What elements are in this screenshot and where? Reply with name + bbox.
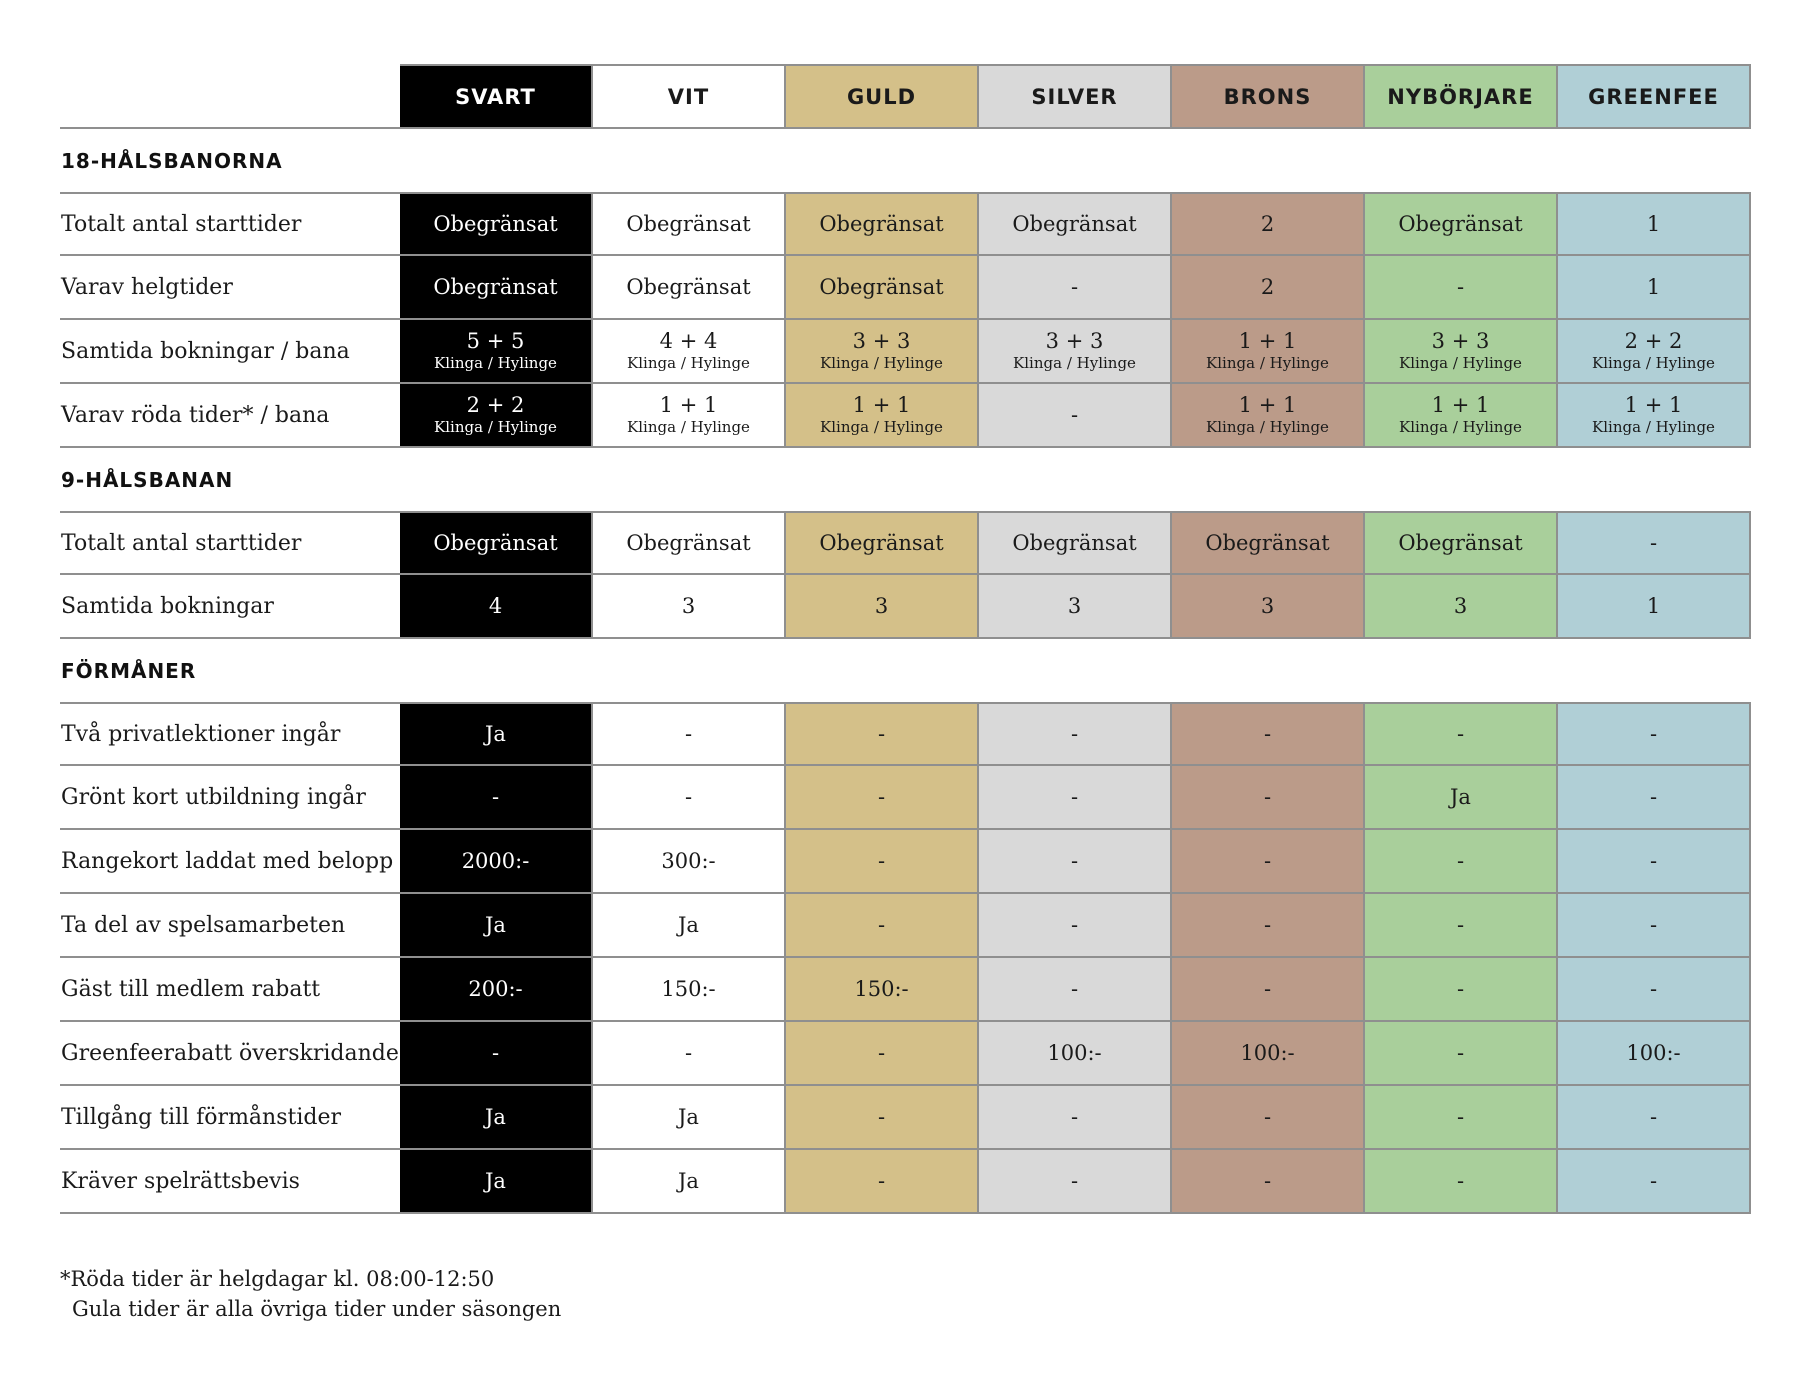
table-cell	[786, 1086, 979, 1148]
cell-value: Obegränsat	[433, 274, 558, 299]
table-cell	[1558, 194, 1751, 254]
cell-value: -	[1649, 1168, 1658, 1193]
table-cell	[1172, 894, 1365, 956]
table-cell	[1558, 958, 1751, 1020]
table-cell	[593, 766, 786, 828]
table-cell	[593, 1022, 786, 1084]
table-cell	[786, 194, 979, 254]
cell-value: 2 + 2	[466, 392, 525, 417]
table-cell	[400, 894, 593, 956]
table-cell	[786, 958, 979, 1020]
table-cell	[786, 894, 979, 956]
cell-value: Ja	[678, 912, 699, 937]
table-cell	[786, 766, 979, 828]
table-row	[60, 830, 1751, 894]
cell-value: 5 + 5	[466, 328, 525, 353]
cell-value: 2 + 2	[1624, 328, 1683, 353]
cell-value: 150:-	[661, 976, 716, 1001]
table-row	[60, 894, 1751, 958]
cell-value: -	[1456, 1040, 1465, 1065]
cell-value: Ja	[1450, 784, 1471, 809]
cell-value: -	[1070, 402, 1079, 427]
cell-subtext: Klinga / Hylinge	[820, 354, 943, 373]
table-cell	[979, 766, 1172, 828]
table-row	[60, 511, 1751, 575]
table-cell	[400, 320, 593, 382]
table-cell	[1172, 194, 1365, 254]
cell-value: Ja	[485, 1168, 506, 1193]
cell-value: -	[877, 912, 886, 937]
table-cell	[400, 1022, 593, 1084]
table-cell	[1558, 1086, 1751, 1148]
table-cell	[1365, 830, 1558, 892]
cell-value: 3	[1067, 593, 1082, 618]
cell-value: -	[1070, 912, 1079, 937]
table-row	[60, 766, 1751, 830]
cell-value: -	[1649, 784, 1658, 809]
table-cell	[400, 384, 593, 446]
table-cell	[1558, 575, 1751, 637]
cell-value: 3	[1453, 593, 1468, 618]
table-cell	[1558, 1022, 1751, 1084]
cell-value: 1 + 1	[1238, 392, 1297, 417]
cell-value: -	[1456, 976, 1465, 1001]
table-cell	[979, 513, 1172, 573]
table-cell	[1172, 256, 1365, 318]
cell-value: Obegränsat	[1398, 211, 1523, 236]
cell-subtext: Klinga / Hylinge	[1399, 354, 1522, 373]
cell-value: -	[877, 848, 886, 873]
table-cell	[979, 256, 1172, 318]
table-cell	[1365, 575, 1558, 637]
table-cell	[1558, 1150, 1751, 1212]
table-cell	[1558, 894, 1751, 956]
table-cell	[1172, 704, 1365, 764]
cell-value: 100:-	[1626, 1040, 1681, 1065]
table-cell	[593, 256, 786, 318]
cell-value: 4	[488, 593, 503, 618]
cell-value: -	[1263, 976, 1272, 1001]
row-label: Tillgång till förmånstider	[61, 1104, 342, 1130]
column-header-vit: VIT	[593, 64, 786, 127]
column-header-guld: GULD	[786, 64, 979, 127]
table-cell	[1172, 513, 1365, 573]
row-label: Samtida bokningar	[61, 593, 274, 619]
cell-value: 2	[1260, 211, 1275, 236]
cell-value: 1 + 1	[852, 392, 911, 417]
cell-subtext: Klinga / Hylinge	[1399, 418, 1522, 437]
table-cell	[593, 830, 786, 892]
table-row	[60, 575, 1751, 639]
row-label: Kräver spelrättsbevis	[61, 1168, 300, 1194]
cell-value: Ja	[485, 1104, 506, 1129]
cell-value: -	[877, 1168, 886, 1193]
table-cell	[400, 1150, 593, 1212]
table-row	[60, 702, 1751, 766]
table-row	[60, 384, 1751, 448]
row-label: Ta del av spelsamarbeten	[61, 912, 346, 938]
table-cell	[1172, 384, 1365, 446]
cell-value: -	[1070, 1168, 1079, 1193]
cell-value: Obegränsat	[819, 274, 944, 299]
table-cell	[1172, 958, 1365, 1020]
cell-value: 3	[874, 593, 889, 618]
table-cell	[979, 1086, 1172, 1148]
table-cell	[979, 320, 1172, 382]
cell-value: -	[877, 1104, 886, 1129]
cell-value: Obegränsat	[626, 274, 751, 299]
table-cell	[400, 513, 593, 573]
table-cell	[786, 1150, 979, 1212]
footnote-line-1: *Röda tider är helgdagar kl. 08:00-12:50	[60, 1267, 495, 1291]
table-cell	[979, 384, 1172, 446]
row-label: Varav helgtider	[61, 274, 233, 300]
table-cell	[786, 320, 979, 382]
cell-value: 300:-	[661, 848, 716, 873]
table-cell	[979, 575, 1172, 637]
cell-subtext: Klinga / Hylinge	[1592, 354, 1715, 373]
cell-value: Ja	[485, 721, 506, 746]
table-cell	[400, 1086, 593, 1148]
table-cell	[786, 575, 979, 637]
cell-value: 1	[1646, 274, 1661, 299]
cell-subtext: Klinga / Hylinge	[627, 354, 750, 373]
cell-value: -	[1456, 1168, 1465, 1193]
cell-value: 200:-	[468, 976, 523, 1001]
table-cell	[593, 704, 786, 764]
cell-value: -	[1263, 721, 1272, 746]
table-cell	[593, 575, 786, 637]
cell-value: -	[1456, 721, 1465, 746]
cell-value: -	[684, 1040, 693, 1065]
footnote	[60, 1264, 561, 1324]
cell-value: 1	[1646, 211, 1661, 236]
cell-value: -	[1649, 912, 1658, 937]
cell-value: -	[1649, 721, 1658, 746]
cell-value: -	[1456, 274, 1465, 299]
table-cell	[1365, 894, 1558, 956]
cell-value: Obegränsat	[626, 530, 751, 555]
column-header-silver: SILVER	[979, 64, 1172, 127]
table-cell	[786, 513, 979, 573]
table-cell	[1172, 320, 1365, 382]
cell-value: -	[1456, 1104, 1465, 1129]
column-header-svart: SVART	[400, 64, 593, 127]
cell-value: -	[1263, 1104, 1272, 1129]
table-row	[60, 1022, 1751, 1086]
row-label: Rangekort laddat med belopp	[61, 848, 394, 874]
cell-value: -	[1263, 784, 1272, 809]
cell-subtext: Klinga / Hylinge	[820, 418, 943, 437]
row-label: Greenfeerabatt överskridande	[61, 1040, 399, 1066]
cell-value: -	[1456, 848, 1465, 873]
cell-value: -	[1649, 976, 1658, 1001]
cell-value: -	[1649, 848, 1658, 873]
cell-value: 1	[1646, 593, 1661, 618]
table-cell	[1365, 320, 1558, 382]
table-cell	[1558, 256, 1751, 318]
table-cell	[1558, 320, 1751, 382]
table-cell	[1365, 1022, 1558, 1084]
table-cell	[979, 704, 1172, 764]
cell-value: Obegränsat	[819, 211, 944, 236]
table-cell	[593, 513, 786, 573]
row-label: Varav röda tider* / bana	[61, 402, 330, 428]
table-row	[60, 1150, 1751, 1214]
cell-value: 2000:-	[461, 848, 530, 873]
table-cell	[1558, 766, 1751, 828]
table-cell	[400, 704, 593, 764]
table-cell	[1365, 766, 1558, 828]
table-cell	[786, 830, 979, 892]
table-cell	[1172, 1022, 1365, 1084]
table-cell	[593, 384, 786, 446]
table-cell	[593, 194, 786, 254]
cell-value: 1 + 1	[1624, 392, 1683, 417]
cell-value: 3 + 3	[852, 328, 911, 353]
table-row	[60, 320, 1751, 384]
table-cell	[1172, 1150, 1365, 1212]
table-cell	[979, 194, 1172, 254]
table-row	[60, 1086, 1751, 1150]
table-cell	[1365, 1150, 1558, 1212]
table-cell	[593, 1150, 786, 1212]
table-cell	[593, 1086, 786, 1148]
cell-value: 100:-	[1047, 1040, 1102, 1065]
cell-value: -	[1070, 721, 1079, 746]
cell-subtext: Klinga / Hylinge	[1206, 418, 1329, 437]
table-body	[60, 129, 1751, 1214]
table-cell	[1172, 575, 1365, 637]
cell-subtext: Klinga / Hylinge	[1206, 354, 1329, 373]
cell-value: 2	[1260, 274, 1275, 299]
cell-value: -	[1070, 784, 1079, 809]
table-row	[60, 192, 1751, 256]
table-cell	[979, 830, 1172, 892]
cell-value: -	[1070, 976, 1079, 1001]
table-cell	[400, 194, 593, 254]
cell-subtext: Klinga / Hylinge	[434, 354, 557, 373]
cell-value: -	[491, 784, 500, 809]
cell-value: -	[1649, 1104, 1658, 1129]
table-cell	[1365, 384, 1558, 446]
table-row	[60, 256, 1751, 320]
cell-value: 3	[1260, 593, 1275, 618]
row-label: Totalt antal starttider	[61, 530, 302, 556]
table-cell	[979, 1150, 1172, 1212]
cell-value: -	[1263, 1168, 1272, 1193]
cell-value: -	[684, 784, 693, 809]
column-header-nyborjare: NYBÖRJARE	[1365, 64, 1558, 127]
cell-value: 3 + 3	[1045, 328, 1104, 353]
membership-table	[60, 64, 1751, 1214]
cell-value: 3	[681, 593, 696, 618]
table-cell	[1365, 256, 1558, 318]
cell-subtext: Klinga / Hylinge	[1013, 354, 1136, 373]
section-heading: FÖRMÅNER	[61, 658, 197, 683]
column-header-greenfee: GREENFEE	[1558, 64, 1751, 127]
cell-value: Obegränsat	[1012, 211, 1137, 236]
cell-value: Ja	[678, 1168, 699, 1193]
table-cell	[1558, 513, 1751, 573]
column-header-brons: BRONS	[1172, 64, 1365, 127]
cell-value: 1 + 1	[659, 392, 718, 417]
cell-value: Ja	[678, 1104, 699, 1129]
table-cell	[1558, 830, 1751, 892]
cell-value: 1 + 1	[1238, 328, 1297, 353]
cell-value: -	[1263, 848, 1272, 873]
header-row	[60, 64, 1751, 129]
table-cell	[979, 1022, 1172, 1084]
cell-value: -	[877, 784, 886, 809]
cell-value: Obegränsat	[433, 530, 558, 555]
table-cell	[593, 894, 786, 956]
cell-value: -	[1070, 274, 1079, 299]
cell-value: Obegränsat	[819, 530, 944, 555]
table-cell	[786, 1022, 979, 1084]
table-cell	[1558, 384, 1751, 446]
table-cell	[400, 766, 593, 828]
table-cell	[400, 575, 593, 637]
cell-value: Obegränsat	[1205, 530, 1330, 555]
table-cell	[400, 256, 593, 318]
table-cell	[593, 320, 786, 382]
cell-value: -	[1263, 912, 1272, 937]
table-cell	[979, 958, 1172, 1020]
table-cell	[1365, 704, 1558, 764]
table-cell	[1365, 194, 1558, 254]
cell-subtext: Klinga / Hylinge	[1592, 418, 1715, 437]
table-cell	[786, 704, 979, 764]
cell-value: Obegränsat	[626, 211, 751, 236]
footnote-line-2: Gula tider är alla övriga tider under säsongen	[72, 1297, 562, 1321]
cell-value: -	[1456, 912, 1465, 937]
table-cell	[1172, 1086, 1365, 1148]
cell-value: -	[1649, 530, 1658, 555]
cell-value: -	[877, 1040, 886, 1065]
row-label: Två privatlektioner ingår	[61, 721, 341, 747]
table-cell	[1365, 513, 1558, 573]
cell-value: 150:-	[854, 976, 909, 1001]
section-heading: 9-HÅLSBANAN	[61, 467, 234, 492]
table-cell	[593, 958, 786, 1020]
cell-value: -	[1070, 1104, 1079, 1129]
cell-subtext: Klinga / Hylinge	[434, 418, 557, 437]
row-label: Grönt kort utbildning ingår	[61, 784, 366, 810]
cell-value: 100:-	[1240, 1040, 1295, 1065]
row-label: Gäst till medlem rabatt	[61, 976, 321, 1002]
table-cell	[1365, 958, 1558, 1020]
cell-value: Ja	[485, 912, 506, 937]
table-cell	[400, 958, 593, 1020]
cell-value: 4 + 4	[659, 328, 718, 353]
table-cell	[1558, 704, 1751, 764]
cell-value: Obegränsat	[1012, 530, 1137, 555]
table-cell	[979, 894, 1172, 956]
cell-value: -	[491, 1040, 500, 1065]
table-cell	[1172, 766, 1365, 828]
cell-value: -	[684, 721, 693, 746]
table-cell	[1365, 1086, 1558, 1148]
cell-value: 1 + 1	[1431, 392, 1490, 417]
cell-value: -	[877, 721, 886, 746]
row-label: Totalt antal starttider	[61, 211, 302, 237]
table-cell	[1172, 830, 1365, 892]
cell-value: Obegränsat	[1398, 530, 1523, 555]
row-label: Samtida bokningar / bana	[61, 338, 350, 364]
section-heading: 18-HÅLSBANORNA	[61, 148, 283, 173]
cell-value: 3 + 3	[1431, 328, 1490, 353]
table-cell	[786, 384, 979, 446]
table-row	[60, 958, 1751, 1022]
table-cell	[786, 256, 979, 318]
table-cell	[400, 830, 593, 892]
cell-value: -	[1070, 848, 1079, 873]
cell-subtext: Klinga / Hylinge	[627, 418, 750, 437]
cell-value: Obegränsat	[433, 211, 558, 236]
header-label-spacer	[60, 64, 400, 127]
